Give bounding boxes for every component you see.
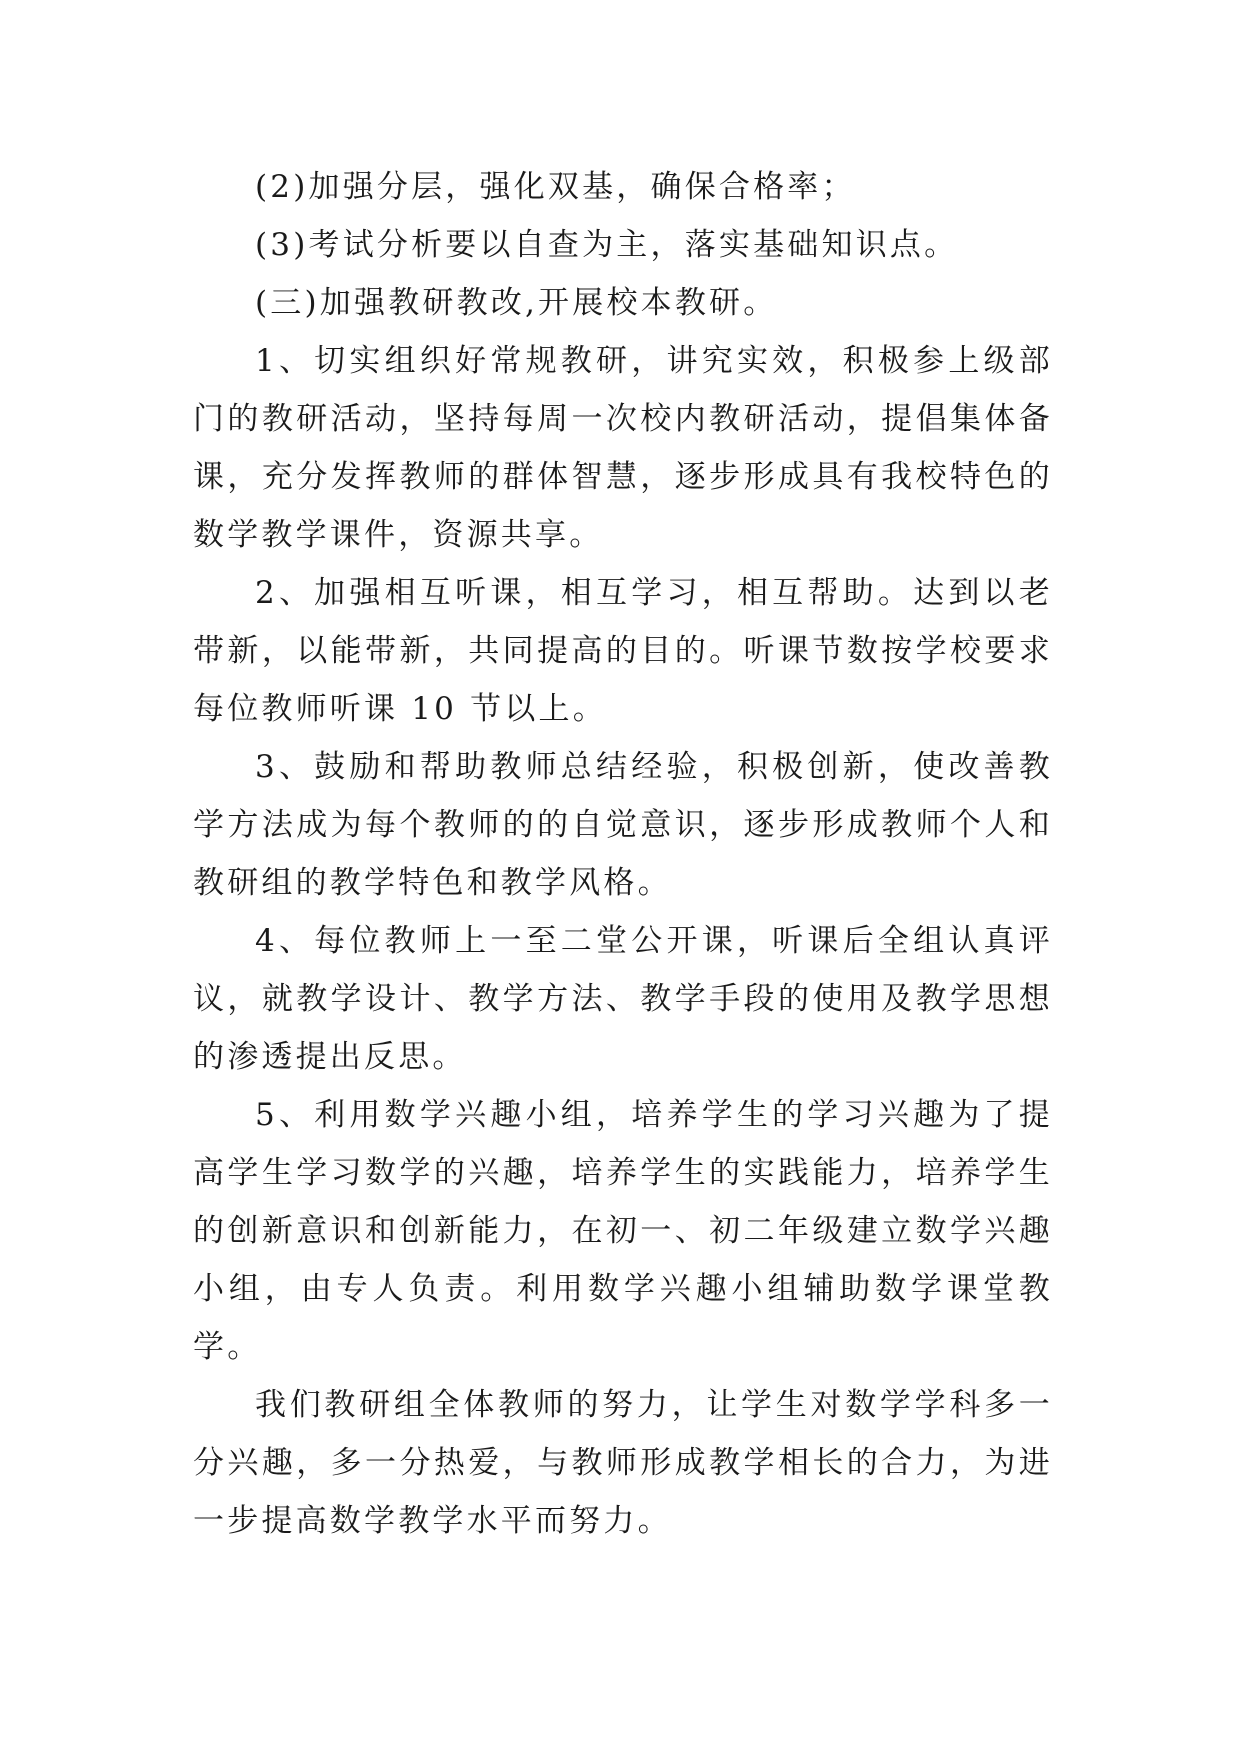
section-heading-research: (三)加强教研教改,开展校本教研。 xyxy=(255,285,778,321)
paragraph-item-3: 3、鼓励和帮助教师总结经验，积极创新，使改善教学方法成为每个教师的的自觉意识，逐步形成教师个人和教研组的教学特色和教学风格。 xyxy=(193,749,1053,901)
paragraph-conclusion: 我们教研组全体教师的努力，让学生对数学学科多一分兴趣，多一分热爱，与教师形成教学相长的合力，为进一步提高数学教学水平而努力。 xyxy=(193,1387,1053,1539)
document-page xyxy=(193,158,1053,1550)
paragraph-layering: (2)加强分层，强化双基，确保合格率； xyxy=(255,169,856,205)
paragraph-exam-analysis: (3)考试分析要以自查为主，落实基础知识点。 xyxy=(255,227,959,263)
paragraph-item-1: 1、切实组织好常规教研，讲究实效，积极参上级部门的教研活动，坚持每周一次校内教研活动，提倡集体备课，充分发挥教师的群体智慧，逐步形成具有我校特色的数学教学课件，资源共享。 xyxy=(193,343,1053,553)
paragraph-item-5: 5、利用数学兴趣小组，培养学生的学习兴趣为了提高学生学习数学的兴趣，培养学生的实践能力，培养学生的创新意识和创新能力，在初一、初二年级建立数学兴趣小组，由专人负责。利用数学兴趣小组辅助数学课堂教学。 xyxy=(193,1097,1053,1365)
paragraph-item-2: 2、加强相互听课，相互学习，相互帮助。达到以老带新，以能带新，共同提高的目的。听课节数按学校要求每位教师听课 10 节以上。 xyxy=(193,575,1053,727)
paragraph-item-4: 4、每位教师上一至二堂公开课，听课后全组认真评议，就教学设计、教学方法、教学手段的使用及教学思想的渗透提出反思。 xyxy=(193,923,1053,1075)
